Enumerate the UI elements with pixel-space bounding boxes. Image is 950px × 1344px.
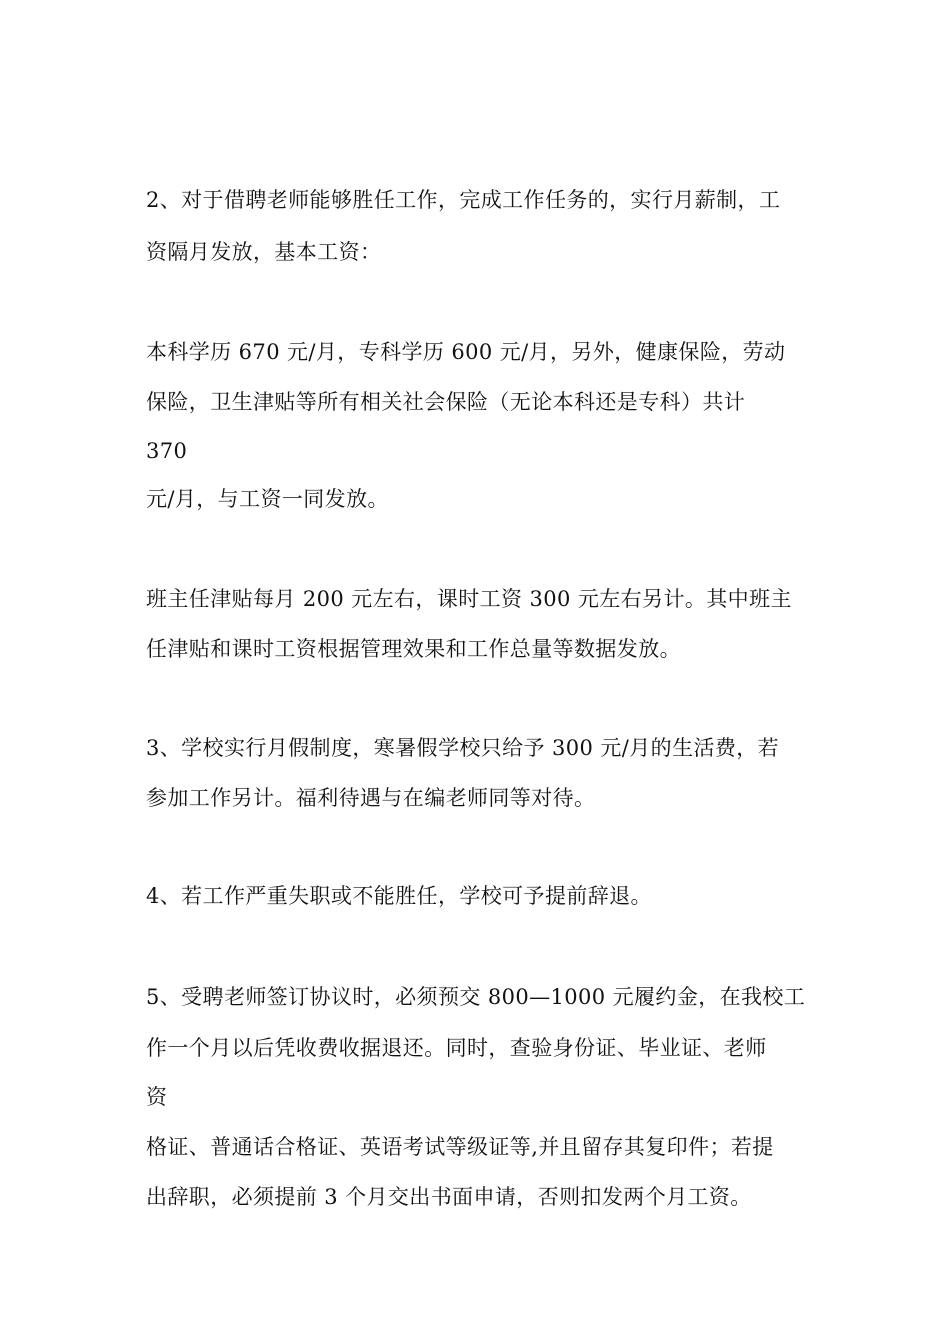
paragraph-6-line-4: 格证、普通话合格证、英语考试等级证等,并且留存其复印件；若提	[146, 1135, 774, 1159]
paragraph-5-line-1: 4、若工作严重失职或不能胜任，学校可予提前辞退。	[146, 884, 652, 908]
paragraph-6-line-1: 5、受聘老师签订协议时，必须预交 800—1000 元履约金，在我校工	[146, 985, 806, 1009]
paragraph-2-line-4: 元/月，与工资一同发放。	[146, 487, 389, 511]
paragraph-2-line-3: 370	[146, 439, 188, 463]
paragraph-6-line-2: 作一个月以后凭收费收据退还。同时，查验身份证、毕业证、老师	[146, 1036, 767, 1060]
paragraph-6-line-3: 资	[146, 1085, 168, 1109]
paragraph-4-line-1: 3、学校实行月假制度，寒暑假学校只给予 300 元/月的生活费，若	[146, 736, 780, 760]
paragraph-1-line-2: 资隔月发放，基本工资：	[146, 240, 382, 264]
paragraph-2-line-1: 本科学历 670 元/月，专科学历 600 元/月，另外，健康保险，劳动	[146, 340, 786, 364]
paragraph-6-line-5: 出辞职，必须提前 3 个月交出书面申请，否则扣发两个月工资。	[146, 1185, 752, 1209]
paragraph-3-line-1: 班主任津贴每月 200 元左右，课时工资 300 元左右另计。其中班主	[146, 587, 792, 611]
paragraph-3-line-2: 任津贴和课时工资根据管理效果和工作总量等数据发放。	[146, 637, 681, 661]
paragraph-2-line-2: 保险，卫生津贴等所有相关社会保险（无论本科还是专科）共计	[146, 390, 746, 414]
paragraph-4-line-2: 参加工作另计。福利待遇与在编老师同等对待。	[146, 786, 596, 810]
paragraph-1-line-1: 2、对于借聘老师能够胜任工作，完成工作任务的，实行月薪制，工	[146, 188, 781, 212]
